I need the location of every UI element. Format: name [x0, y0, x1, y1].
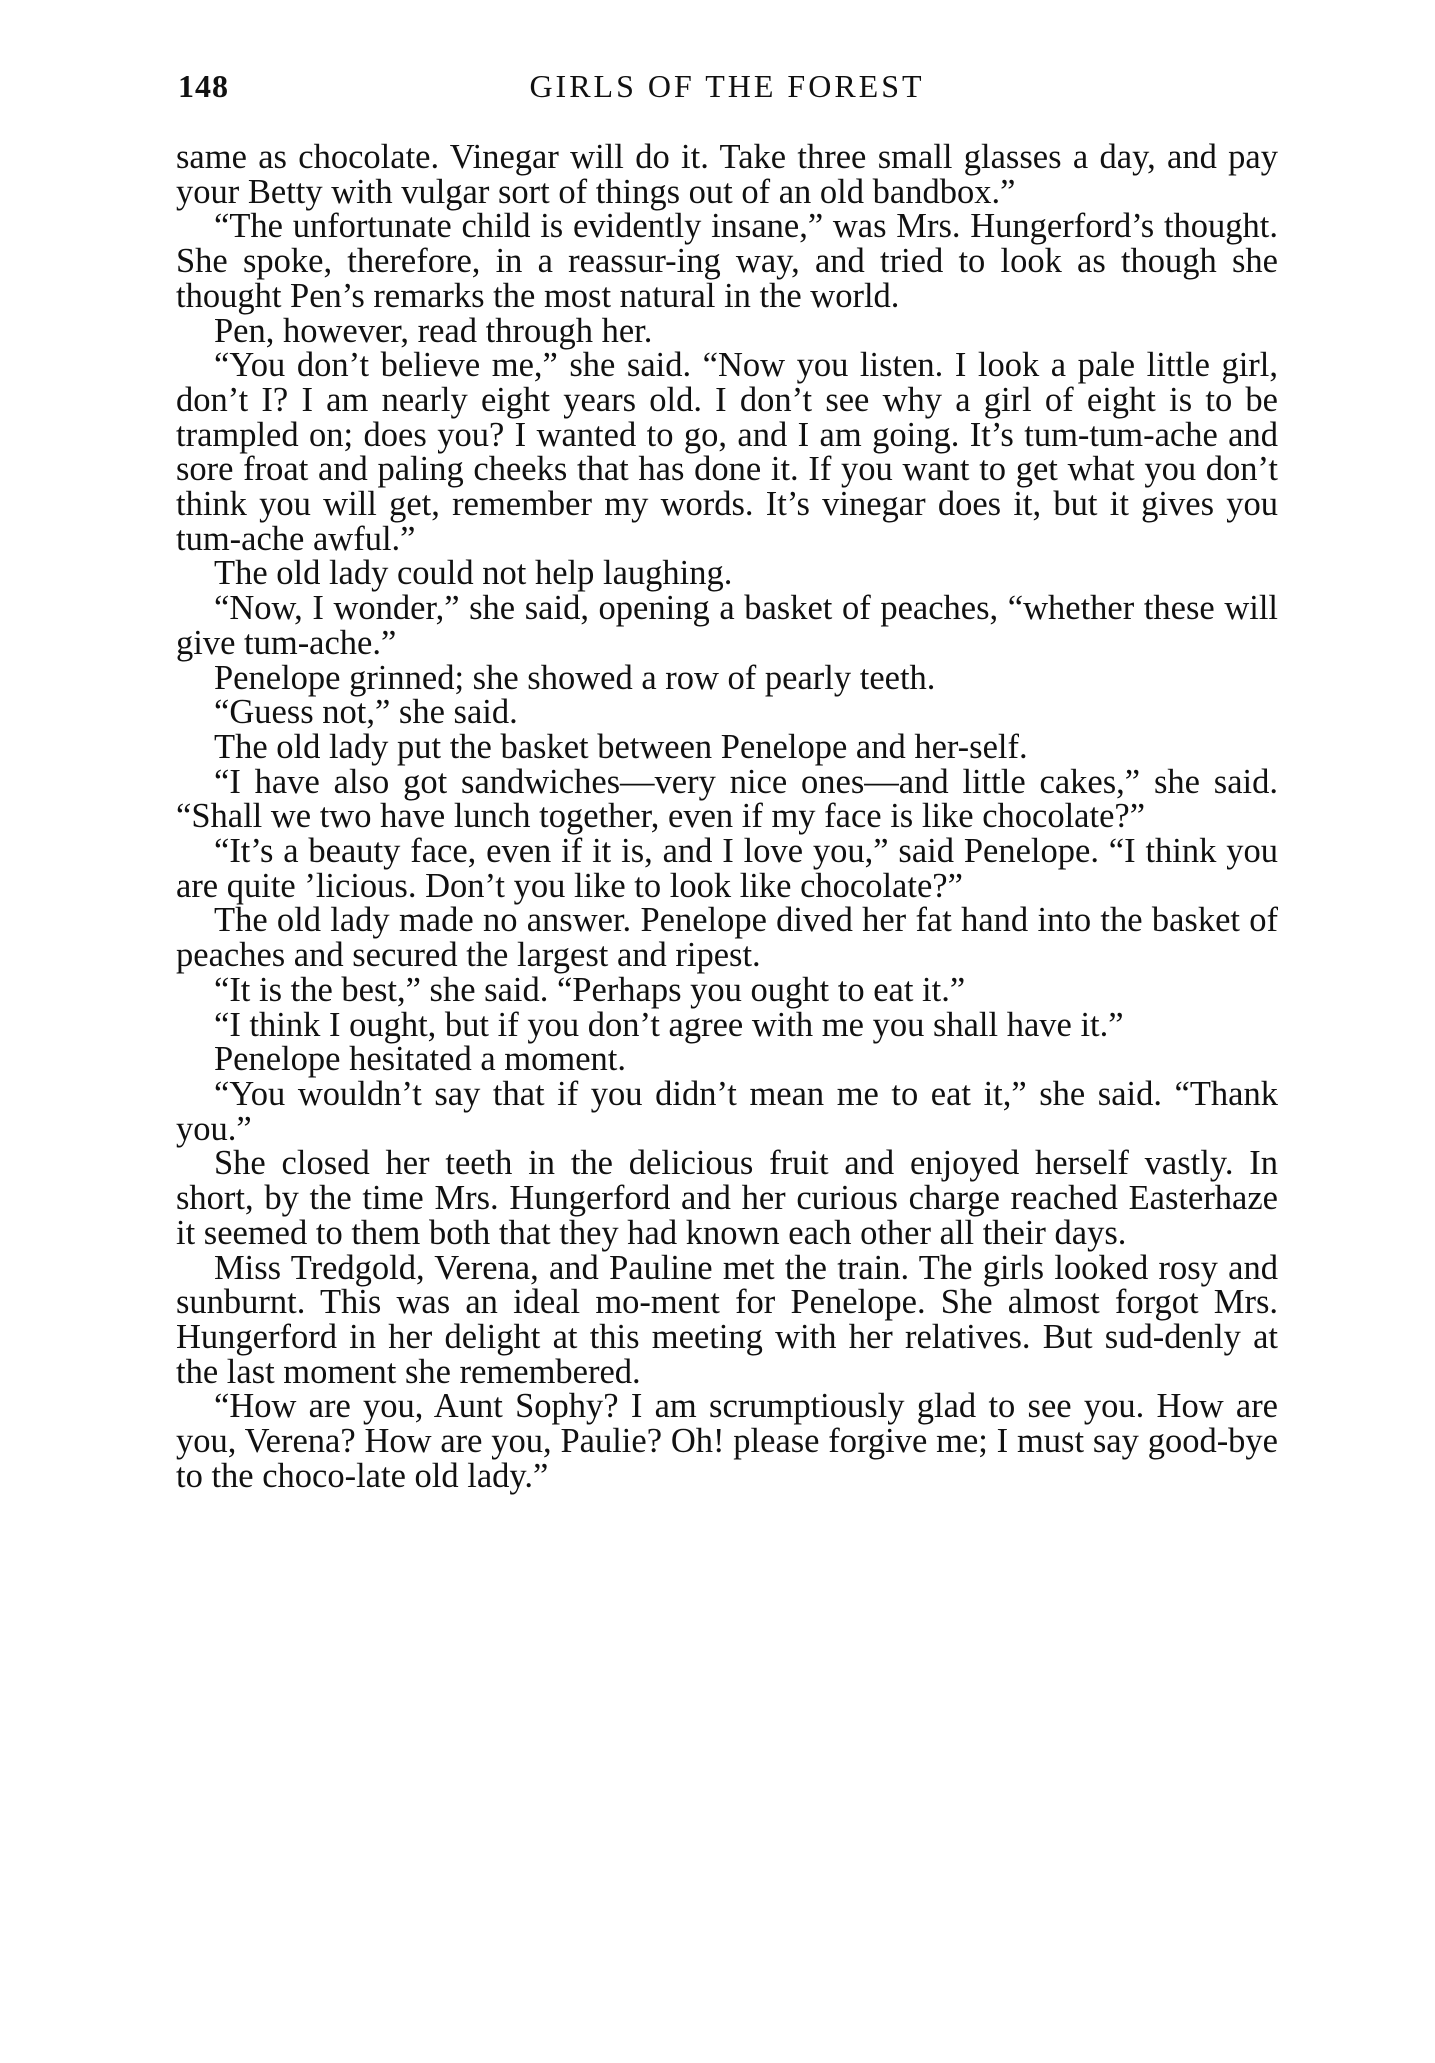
page-number: 148	[178, 68, 229, 104]
paragraph: Pen, however, read through her.	[214, 311, 653, 350]
paragraph: The old lady made no answer. Penelope dived her fat hand into the basket of peaches and secured the largest and ripest.	[176, 901, 1278, 975]
paragraph: “It is the best,” she said. “Perhaps you ought to eat it.”	[214, 970, 966, 1009]
running-title: GIRLS OF THE FOREST	[529, 68, 925, 104]
paragraph: same as chocolate. Vinegar will do it. Take three small glasses a day, and pay your Betty with vulgar sort of things out of an old bandbox.”	[176, 138, 1278, 211]
paragraph: “I have also got sandwiches—very nice ones—and little cakes,” she said. “Shall we two have lunch together, even if my face is like chocolate?”	[176, 762, 1278, 836]
paragraph: “You don’t believe me,” she said. “Now you listen. I look a pale little girl, don’t I? I am nearly eight years old. I don’t see why a girl of eight is to be trampled on; does you? I wanted to go, and I am going. It’s tum-tum-ache and sore froat and paling cheeks that has done it. If you want to get what you don’t think you will get, remember my words. It’s vinegar does it, but it gives you tum-ache awful.”	[176, 346, 1278, 558]
page-header	[178, 68, 1276, 114]
paragraph: She closed her teeth in the delicious fruit and enjoyed herself vastly. In short, by the time Mrs. Hungerford and her curious charge reached Easterhaze it seemed to them both that they had known each other all their days.	[176, 1144, 1278, 1252]
paragraph: “You wouldn’t say that if you didn’t mean me to eat it,” she said. “Thank you.”	[176, 1074, 1278, 1148]
paragraph: “I think I ought, but if you don’t agree with me you shall have it.”	[214, 1005, 1124, 1044]
paragraph: “It’s a beauty face, even if it is, and I love you,” said Penelope. “I think you are quite ’licious. Don’t you like to look like chocolate?”	[176, 832, 1278, 905]
paragraph: Miss Tredgold, Verena, and Pauline met the train. The girls looked rosy and sunburnt. This was an ideal mo-ment for Penelope. She almost forgot Mrs. Hungerford in her delight at this meeting with her relatives. But sud-denly at the last moment she remembered.	[176, 1248, 1278, 1391]
paragraph: “How are you, Aunt Sophy? I am scrumptiously glad to see you. How are you, Verena? How are you, Paulie? Oh! please forgive me; I must say good-bye to the choco-late old lady.”	[176, 1387, 1278, 1495]
paragraph: Penelope hesitated a moment.	[214, 1040, 626, 1079]
paragraph: Penelope grinned; she showed a row of pearly teeth.	[214, 658, 936, 697]
body-text	[176, 140, 1278, 1493]
paragraph: “The unfortunate child is evidently insane,” was Mrs. Hungerford’s thought. She spoke, therefore, in a reassur-ing way, and tried to look as though she thought Pen’s remarks the most natural in the world.	[176, 207, 1278, 315]
paragraph: The old lady could not help laughing.	[214, 554, 733, 593]
paragraph: “Guess not,” she said.	[214, 693, 518, 732]
paragraph: “Now, I wonder,” she said, opening a basket of peaches, “whether these will give tum-ache.”	[176, 589, 1278, 662]
paragraph: The old lady put the basket between Penelope and her-self.	[214, 727, 1028, 766]
